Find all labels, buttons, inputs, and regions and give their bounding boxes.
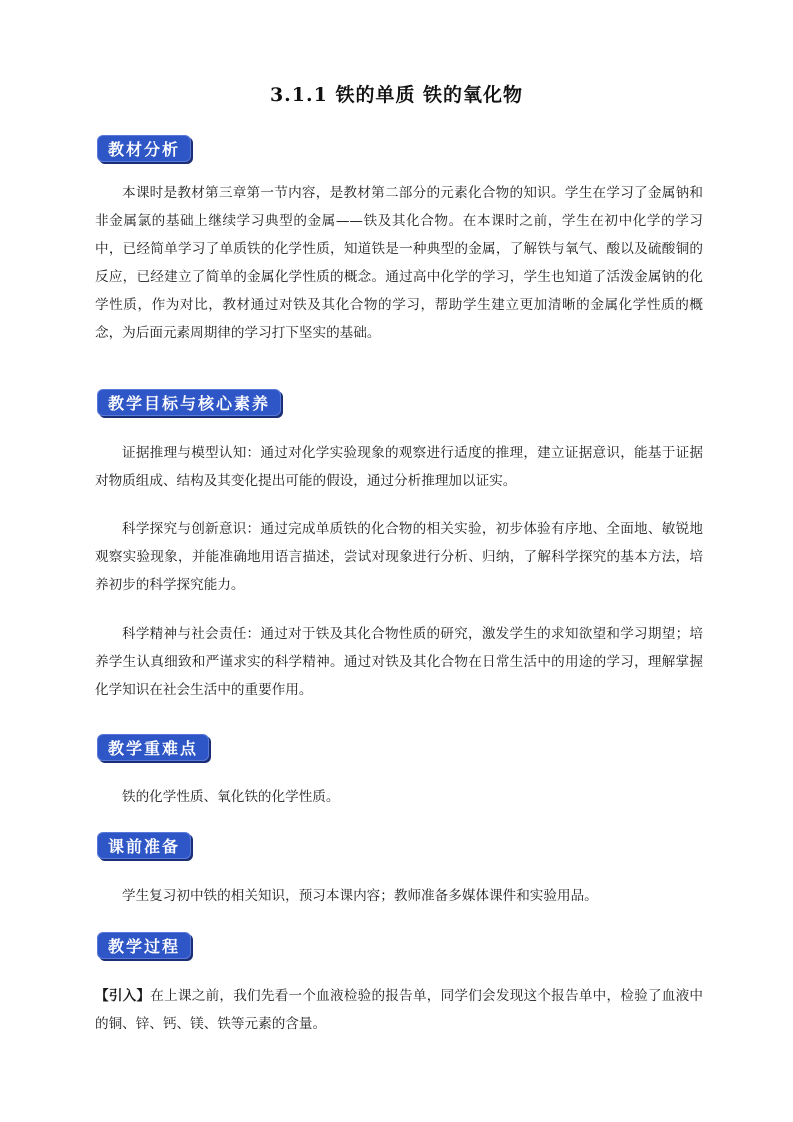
goals-paragraph-responsibility: 科学精神与社会责任：通过对于铁及其化合物性质的研究，激发学生的求知欲望和学习期望；培养学生认真细致和严谨求实的科学精神。通过对铁及其化合物在日常生活中的用途的学习，理解掌握化学知识在社会生活中的重要作用。	[95, 626, 703, 698]
section-heading-process: 教学过程	[97, 932, 191, 959]
section-heading-analysis: 教材分析	[97, 135, 191, 162]
section-heading-preparation: 课前准备	[97, 832, 191, 859]
process-text: 在上课之前，我们先看一个血液检验的报告单，同学们会发现这个报告单中，检验了血液中的铜、锌、钙、镁、铁等元素的含量。	[95, 988, 704, 1032]
preparation-paragraph: 学生复习初中铁的相关知识，预习本课内容；教师准备多媒体课件和实验用品。	[122, 888, 598, 904]
section-heading-key-points: 教学重难点	[97, 734, 209, 761]
analysis-paragraph: 本课时是教材第三章第一节内容，是教材第二部分的元素化合物的知识。学生在学习了金属钠和非金属氯的基础上继续学习典型的金属——铁及其化合物。在本课时之前，学生在初中化学的学习中，已经简单学习了单质铁的化学性质，知道铁是一种典型的金属，了解铁与氧气、酸以及硫酸铜的反应，已经建立了简单的金属化学性质的概念。通过高中化学的学习，学生也知道了活泼金属钠的化学性质，作为对比，教材通过对铁及其化合物的学习，帮助学生建立更加清晰的金属化学性质的概念，为后面元素周期律的学习打下坚实的基础。	[95, 185, 703, 341]
process-lead-tag: 【引入】	[95, 988, 151, 1004]
goals-paragraph-inquiry: 科学探究与创新意识：通过完成单质铁的化合物的相关实验，初步体验有序地、全面地、敏锐地观察实验现象，并能准确地用语言描述，尝试对现象进行分析、归纳，了解科学探究的基本方法，培养初步的科学探究能力。	[95, 521, 703, 593]
key-points-paragraph: 铁的化学性质、氧化铁的化学性质。	[122, 789, 340, 805]
section-heading-goals: 教学目标与核心素养	[97, 389, 281, 416]
process-paragraph	[95, 982, 703, 1038]
goals-paragraph-evidence: 证据推理与模型认知：通过对化学实验现象的观察进行适度的推理，建立证据意识，能基于证据对物质组成、结构及其变化提出可能的假设，通过分析推理加以证实。	[95, 445, 703, 489]
page-title: 3.1.1 铁的单质 铁的氧化物	[269, 84, 524, 106]
